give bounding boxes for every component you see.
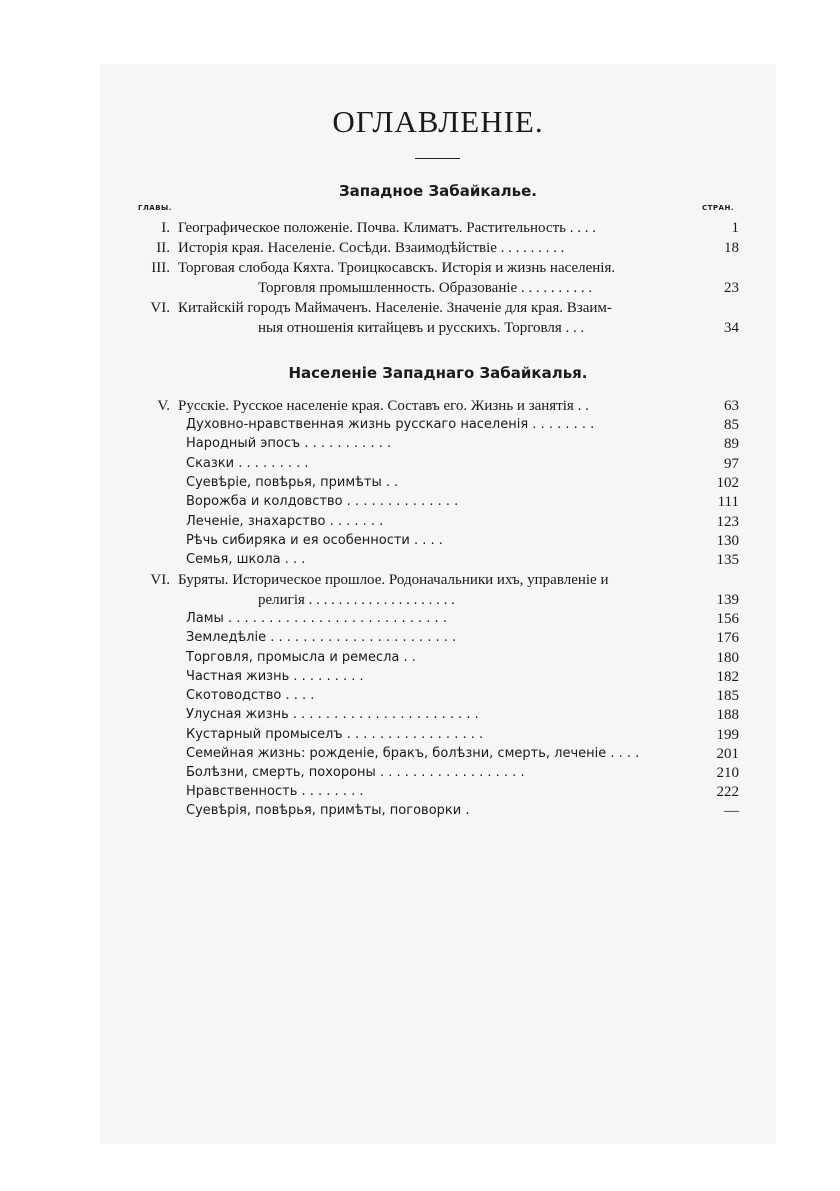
entry-text: ныя отношенія китайцевъ и русскихъ. Торговля . . . xyxy=(258,320,585,336)
page-number: 23 xyxy=(724,280,739,296)
page-number: 97 xyxy=(724,456,739,472)
page-number: 123 xyxy=(716,514,739,530)
entry-text: религія . . . . . . . . . . . . . . . . . . . . xyxy=(258,592,455,608)
toc-entry xyxy=(0,258,840,278)
page-number: — xyxy=(724,803,739,819)
entry-text: Частная жизнь . . . . . . . . . xyxy=(186,669,364,684)
toc-entry xyxy=(0,705,840,725)
toc-entry xyxy=(0,434,840,454)
chapter-number: I. xyxy=(161,220,170,236)
entry-text: Кустарный промыселъ . . . . . . . . . . . . . . . . . xyxy=(186,727,484,742)
page-number: 34 xyxy=(724,320,739,336)
toc-entry xyxy=(0,492,840,512)
toc-entry xyxy=(0,686,840,706)
toc-entry xyxy=(0,590,840,610)
toc-entry xyxy=(0,278,840,298)
entry-text: Русскіе. Русское населеніе края. Составъ его. Жизнь и занятія . . xyxy=(178,398,589,414)
entry-text: Ламы . . . . . . . . . . . . . . . . . . . . . . . . . . . xyxy=(186,611,447,626)
toc-entry xyxy=(0,609,840,629)
entry-text: Земледѣліе . . . . . . . . . . . . . . . . . . . . . . . xyxy=(186,630,457,645)
page-number: 130 xyxy=(716,533,739,549)
chapter-number: II. xyxy=(156,240,170,256)
entry-text: Народный эпосъ . . . . . . . . . . . xyxy=(186,436,392,451)
entry-text: Улусная жизнь . . . . . . . . . . . . . . . . . . . . . . . xyxy=(186,707,479,722)
entry-text: Рѣчь сибиряка и ея особенности . . . . xyxy=(186,533,443,548)
page-number: 1 xyxy=(731,220,739,236)
page-number: 63 xyxy=(724,398,739,414)
entry-text: Скотоводство . . . . xyxy=(186,688,315,703)
page-number: 156 xyxy=(716,611,739,627)
entry-text: Исторія края. Населеніе. Сосѣди. Взаимодѣйствіе . . . . . . . . . xyxy=(178,240,565,256)
toc-entry xyxy=(0,628,840,648)
toc-entry xyxy=(0,218,840,238)
entry-text: Нравственность . . . . . . . . xyxy=(186,784,364,799)
entry-text: Семья, школа . . . xyxy=(186,552,306,567)
entry-text: Китайскій городъ Маймаченъ. Населеніе. Значеніе для края. Взаим- xyxy=(178,300,612,316)
page-number: 85 xyxy=(724,417,739,433)
toc-entry xyxy=(0,512,840,532)
toc-entry xyxy=(0,531,840,551)
page-number: 188 xyxy=(716,707,739,723)
column-header-chapters: ГЛАВЫ. xyxy=(138,204,172,212)
toc-entry xyxy=(0,238,840,258)
page-number: 89 xyxy=(724,436,739,452)
toc-entry xyxy=(0,570,840,590)
page-number: 222 xyxy=(716,784,739,800)
toc-entry xyxy=(0,648,840,668)
page-number: 139 xyxy=(716,592,739,608)
toc-entry xyxy=(0,782,840,802)
entry-text: Ворожба и колдовство . . . . . . . . . . . . . . xyxy=(186,494,459,509)
page-number: 18 xyxy=(724,240,739,256)
page-number: 180 xyxy=(716,650,739,666)
toc-entry xyxy=(0,667,840,687)
entry-text: Торговля промышленность. Образованіе . . . . . . . . . . xyxy=(258,280,593,296)
entry-text: Буряты. Историческое прошлое. Родоначальники ихъ, управленіе и xyxy=(178,572,609,588)
entry-text: Семейная жизнь: рожденіе, бракъ, болѣзни, смерть, леченіе . . . . xyxy=(186,746,640,761)
entry-text: Сказки . . . . . . . . . xyxy=(186,456,309,471)
entry-text: Духовно-нравственная жизнь русскаго населенія . . . . . . . . xyxy=(186,417,595,432)
entry-text: Суевѣрія, повѣрья, примѣты, поговорки . xyxy=(186,803,470,818)
toc-entry xyxy=(0,396,840,416)
page-number: 176 xyxy=(716,630,739,646)
toc-entry xyxy=(0,763,840,783)
entry-text: Леченіе, знахарство . . . . . . . xyxy=(186,514,384,529)
entry-text: Суевѣріе, повѣрья, примѣты . . xyxy=(186,475,399,490)
section-heading-western-transbaikalia: Западное Забайкалье. xyxy=(339,182,537,200)
toc-entry xyxy=(0,298,840,318)
toc-entry xyxy=(0,801,840,821)
column-header-pages: СТРАН. xyxy=(702,204,734,212)
section-heading-population: Населеніе Западнаго Забайкалья. xyxy=(288,364,588,382)
toc-entry xyxy=(0,454,840,474)
title-divider xyxy=(415,158,460,159)
chapter-number: VI. xyxy=(150,572,170,588)
toc-entry xyxy=(0,550,840,570)
chapter-number: V. xyxy=(157,398,170,414)
page-number: 111 xyxy=(717,494,739,510)
page-number: 185 xyxy=(716,688,739,704)
chapter-number: VI. xyxy=(150,300,170,316)
entry-text: Торговля, промысла и ремесла . . xyxy=(186,650,416,665)
page-number: 102 xyxy=(716,475,739,491)
chapter-number: III. xyxy=(151,260,170,276)
entry-text: Географическое положеніе. Почва. Климатъ. Растительность . . . . xyxy=(178,220,596,236)
entry-text: Торговая слобода Кяхта. Троицкосавскъ. Исторія и жизнь населенія. xyxy=(178,260,616,276)
page-number: 182 xyxy=(716,669,739,685)
toc-entry xyxy=(0,473,840,493)
page-title: ОГЛАВЛЕНІЕ. xyxy=(332,104,544,139)
page-number: 199 xyxy=(716,727,739,743)
toc-entry xyxy=(0,725,840,745)
toc-entry xyxy=(0,318,840,338)
page-number: 135 xyxy=(716,552,739,568)
toc-entry xyxy=(0,415,840,435)
entry-text: Болѣзни, смерть, похороны . . . . . . . . . . . . . . . . . . xyxy=(186,765,525,780)
page-number: 201 xyxy=(716,746,739,762)
page-number: 210 xyxy=(716,765,739,781)
toc-entry xyxy=(0,744,840,764)
